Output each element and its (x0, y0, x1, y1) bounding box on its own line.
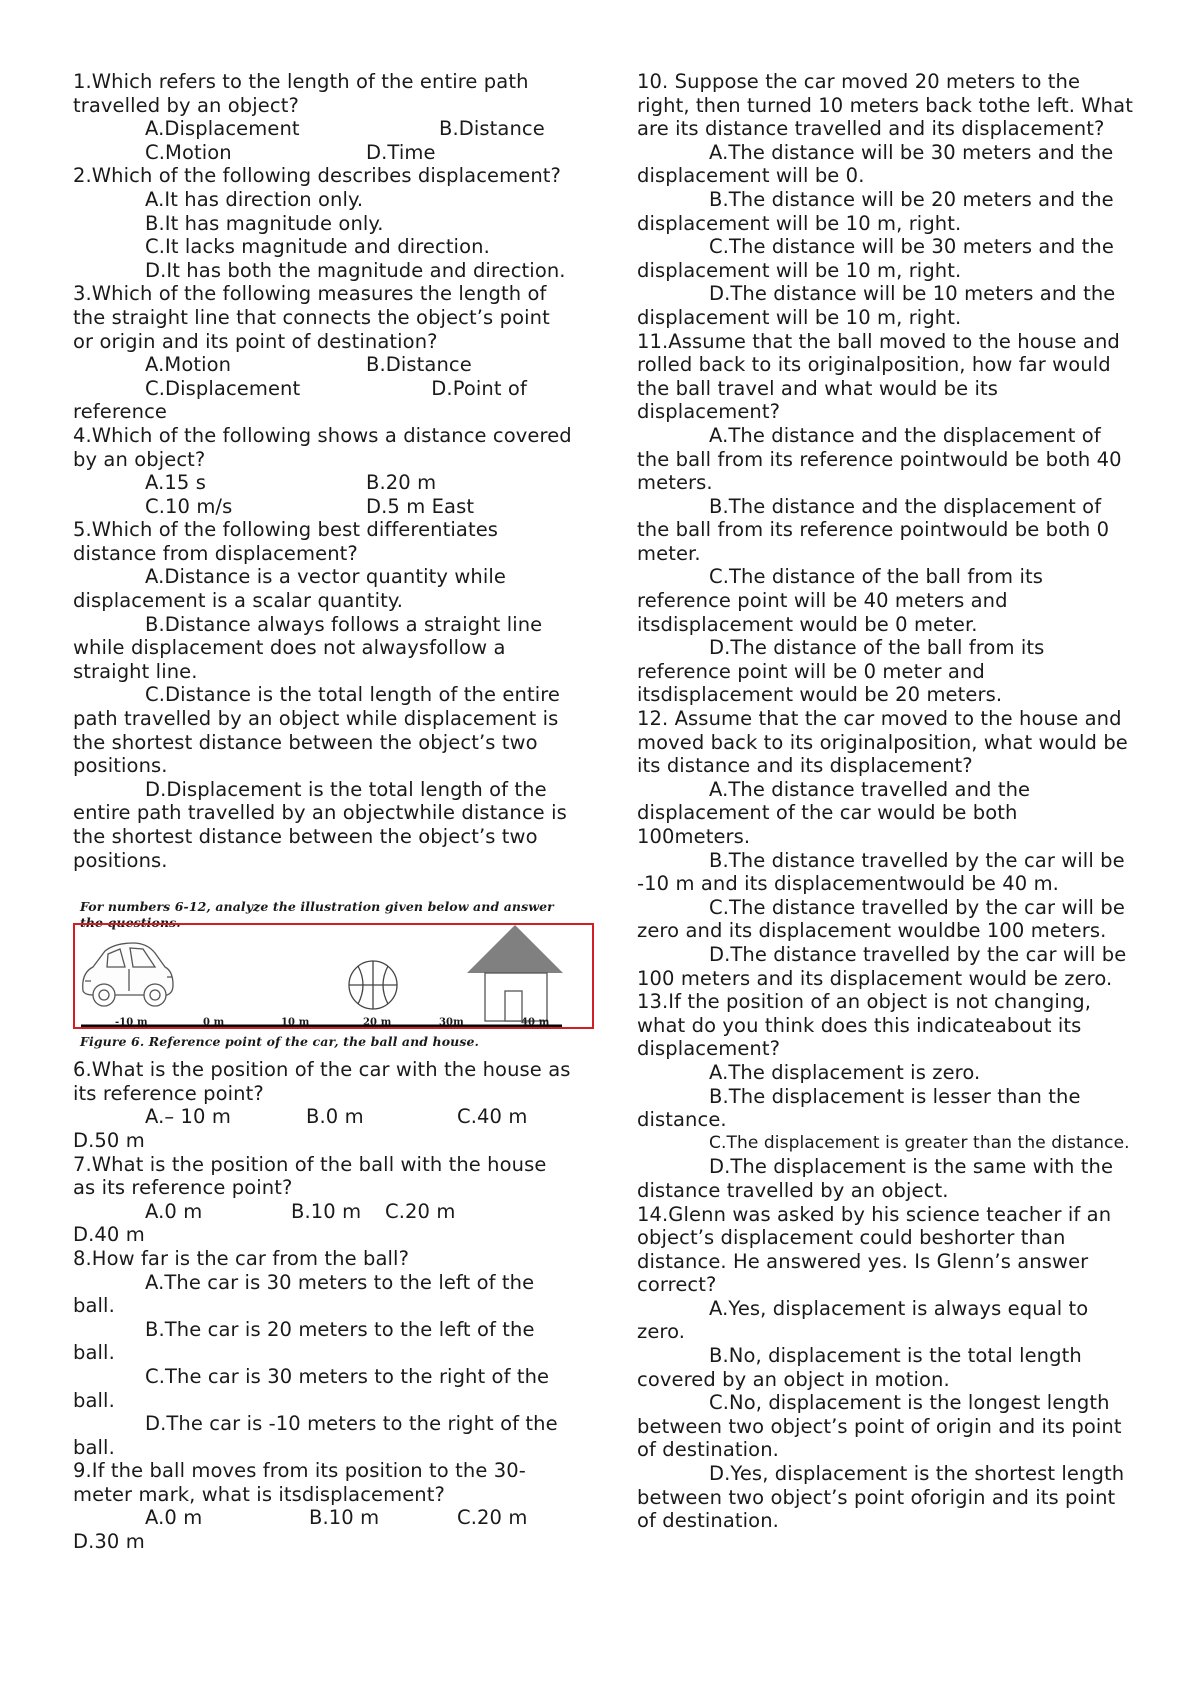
question-7 (73, 1153, 573, 1247)
q6-option-b: B.0 m (306, 1105, 364, 1129)
q10-option-a: A.The distance will be 30 meters and the displacement will be 0. (637, 140, 1114, 188)
q12-option-c: C.The distance travelled by the car will be zero and its displacement wouldbe 100 meters. (637, 895, 1125, 943)
q3-options-cd (73, 377, 573, 424)
q9-option-c: C.20 m (457, 1506, 528, 1530)
question-1-text: 1.Which refers to the length of the entire path travelled by an object? (73, 70, 529, 117)
q3-option-c: C.Displacement (145, 376, 301, 400)
q6-option-c: C.40 m (457, 1105, 528, 1129)
right-column (637, 70, 1134, 1533)
q2-option-d: D.It has both the magnitude and direction. (145, 258, 566, 282)
figure-illustration (75, 925, 592, 1027)
question-11 (637, 330, 1134, 708)
question-10-text: 10. Suppose the car moved 20 meters to the right, then turned 10 meters back tothe left. What are its distance travelled and its displacement? (637, 70, 1133, 141)
q13-option-c: C.The displacement is greater than the distance. (709, 1132, 1130, 1153)
q4-option-a: A.15 s (145, 471, 206, 495)
q7-option-a: A.0 m (145, 1199, 203, 1223)
q9-option-b: B.10 m (309, 1506, 380, 1530)
q5-option-b: B.Distance always follows a straight line while displacement does not alwaysfollow a straight line. (73, 612, 543, 683)
q8-option-a: A.The car is 30 meters to the left of the ball. (73, 1270, 535, 1318)
q10-option-c: C.The distance will be 30 meters and the displacement will be 10 m, right. (637, 235, 1114, 282)
q13-option-a: A.The displacement is zero. (709, 1060, 981, 1084)
question-6-text: 6.What is the position of the car with the house as its reference point? (73, 1058, 571, 1105)
q12-option-a: A.The distance travelled and the displacement of the car would be both 100meters. (637, 777, 1031, 848)
q12-option-b: B.The distance travelled by the car will be -10 m and its displacementwould be 40 m. (637, 848, 1125, 896)
q11-option-a: A.The distance and the displacement of the ball from its reference pointwould be both 40 meters. (637, 423, 1122, 495)
tick-label-neg10: -10 m (115, 1017, 148, 1029)
q4-option-c: C.10 m/s (145, 494, 233, 518)
left-column (73, 70, 573, 1554)
q7-option-c: C.20 m (385, 1199, 456, 1223)
question-7-text: 7.What is the position of the ball with the house as its reference point? (73, 1152, 547, 1200)
q9-option-d: D.30 m (73, 1530, 145, 1554)
question-8-text: 8.How far is the car from the ball? (73, 1246, 410, 1270)
figure-instruction: For numbers 6-12, analyze the illustration given below and answer the questions. (80, 899, 554, 931)
question-9 (73, 1459, 573, 1553)
question-13 (637, 990, 1134, 1202)
q2-option-b: B.It has magnitude only. (145, 211, 384, 235)
figure-frame (73, 923, 594, 1029)
q6-option-a: A.– 10 m (145, 1105, 231, 1129)
q4-option-b: B.20 m (366, 471, 437, 495)
tick-label-40: 40 m (521, 1017, 550, 1029)
question-14 (637, 1203, 1134, 1533)
question-2 (73, 164, 573, 282)
q7-option-b: B.10 m (291, 1199, 362, 1223)
q7-option-d: D.40 m (73, 1223, 145, 1247)
question-3-text: 3.Which of the following measures the length of the straight line that connects the object’s point or origin and its point of destination? (73, 282, 550, 353)
q4-option-d: D.5 m East (366, 494, 475, 518)
q8-option-c: C.The car is 30 meters to the right of the ball. (73, 1364, 550, 1412)
question-5-text: 5.Which of the following best differentiates distance from displacement? (73, 518, 499, 565)
car-drawing (83, 943, 173, 1006)
q13-option-b: B.The displacement is lesser than the distance. (637, 1084, 1081, 1132)
q11-option-b: B.The distance and the displacement of the ball from its reference pointwould be both 0 meter. (637, 494, 1110, 565)
question-12-text: 12. Assume that the car moved to the house and moved back to its originalposition, what would be its distance and its displacement? (637, 707, 1128, 778)
question-12 (637, 707, 1134, 990)
q3-option-d: D.Point of reference (73, 376, 527, 424)
reference-figure (73, 899, 573, 1052)
q5-option-d: D.Displacement is the total length of the entire path travelled by an objectwhile distance is the shortest distance between the object’s two positions. (73, 777, 567, 872)
q8-option-d: D.The car is -10 meters to the right of the ball. (73, 1412, 558, 1459)
tick-label-0: 0 m (203, 1017, 225, 1029)
question-10 (637, 70, 1134, 330)
q1-option-a: A.Displacement (145, 117, 300, 141)
ball-drawing (349, 961, 397, 1009)
q1-option-c: C.Motion (145, 140, 232, 164)
q1-option-b: B.Distance (439, 117, 545, 141)
question-8 (73, 1247, 573, 1459)
q3-option-a: A.Motion (145, 353, 232, 377)
q9-option-a: A.0 m (145, 1506, 203, 1530)
question-13-text: 13.If the position of an object is not changing, what do you think does this indicateabout its displacement? (637, 990, 1092, 1061)
question-14-text: 14.Glenn was asked by his science teacher if an object’s displacement could beshorter than distance. He answered yes. Is Glenn’s answer correct? (637, 1202, 1112, 1297)
tick-label-30: 30m (439, 1017, 464, 1029)
question-5 (73, 518, 573, 872)
q2-option-a: A.It has direction only. (145, 187, 364, 211)
q11-option-d: D.The distance of the ball from its reference point will be 0 meter and itsdisplacement would be 20 meters. (637, 636, 1045, 707)
question-3 (73, 282, 573, 424)
question-11-text: 11.Assume that the ball moved to the house and rolled back to its originalposition, how far would the ball travel and what would be its displacement? (637, 329, 1120, 424)
question-4-text: 4.Which of the following shows a distance covered by an object? (73, 423, 572, 471)
tick-label-20: 20 m (363, 1017, 392, 1029)
question-4 (73, 424, 573, 518)
q14-option-b: B.No, displacement is the total length covered by an object in motion. (637, 1344, 1082, 1391)
tick-label-10: 10 m (281, 1017, 310, 1029)
question-6 (73, 1058, 573, 1152)
question-9-text: 9.If the ball moves from its position to the 30-meter mark, what is itsdisplacement? (73, 1459, 526, 1506)
q3-option-b: B.Distance (366, 353, 472, 377)
q1-option-d: D.Time (366, 140, 436, 164)
q8-option-b: B.The car is 20 meters to the left of the ball. (73, 1317, 535, 1365)
q5-option-a: A.Distance is a vector quantity while displacement is a scalar quantity. (73, 565, 506, 613)
figure-caption: Figure 6. Reference point of the car, the ball and house. (80, 1034, 480, 1050)
q14-option-a: A.Yes, displacement is always equal to zero. (637, 1296, 1089, 1344)
q2-option-c: C.It lacks magnitude and direction. (145, 235, 490, 259)
q12-option-d: D.The distance travelled by the car will be 100 meters and its displacement would be zero. (637, 942, 1127, 990)
q14-option-d: D.Yes, displacement is the shortest length between two object’s point oforigin and its point of destination. (637, 1462, 1125, 1533)
question-2-text: 2.Which of the following describes displacement? (73, 164, 561, 188)
house-drawing (467, 925, 563, 1021)
q13-option-d: D.The displacement is the same with the distance travelled by an object. (637, 1155, 1114, 1202)
q11-option-c: C.The distance of the ball from its reference point will be 40 meters and itsdisplacement would be 0 meter. (637, 565, 1043, 636)
q5-option-c: C.Distance is the total length of the entire path travelled by an object while displacement is the shortest distance between the object’s two positions. (73, 683, 560, 778)
q14-option-c: C.No, displacement is the longest length between two object’s point of origin and its point of destination. (637, 1391, 1122, 1462)
q6-option-d: D.50 m (73, 1128, 145, 1152)
q10-option-b: B.The distance will be 20 meters and the displacement will be 10 m, right. (637, 187, 1114, 235)
question-1 (73, 70, 573, 164)
q10-option-d: D.The distance will be 10 meters and the displacement will be 10 m, right. (637, 282, 1116, 329)
